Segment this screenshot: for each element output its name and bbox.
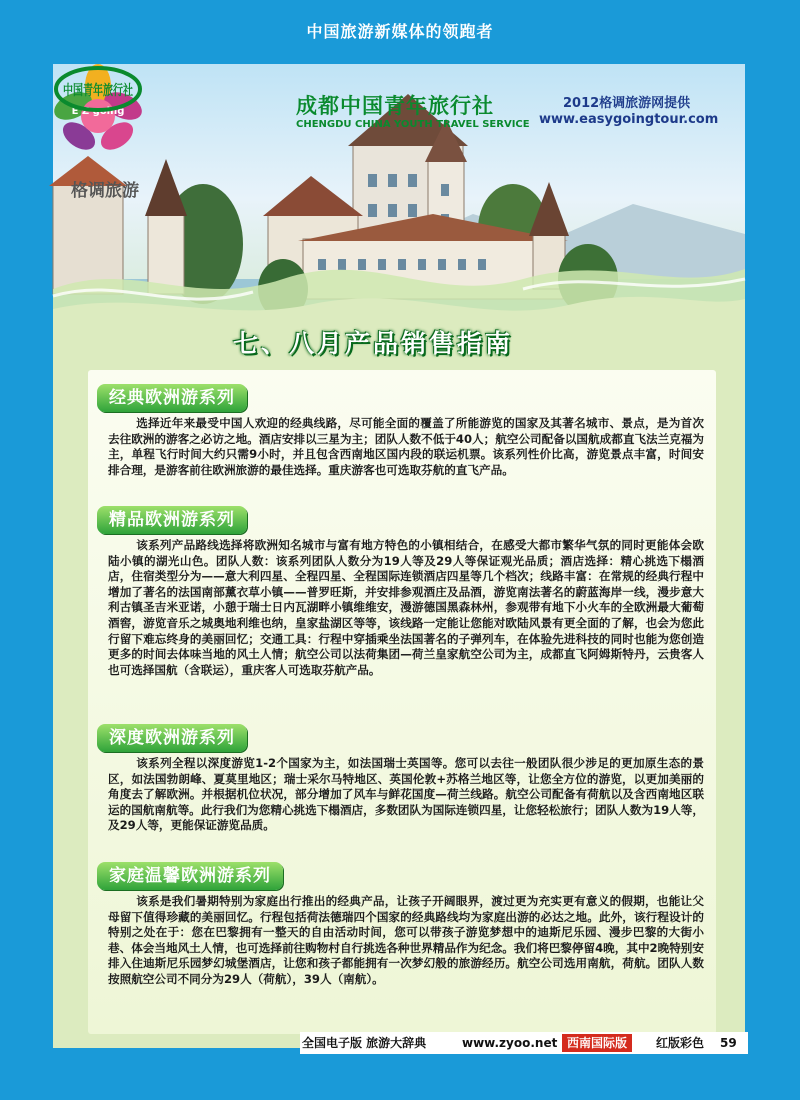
series-header-in-depth: 深度欧洲游系列 xyxy=(97,724,247,752)
series-header-family: 家庭温馨欧洲游系列 xyxy=(97,862,283,890)
series-body-classic: 选择近年来最受中国人欢迎的经典线路，尽可能全面的覆盖了所能游览的国家及其著名城市、景点，是为首次去往欧洲的游客之必访之地。酒店安排以三星为主；团队人数不低于40人；航空公司配备以国航成都直飞法兰克福为主，单程飞行时间大约只需9小时，并且包含西南地区国内段的联运机票。该系列性价比高，游览景点丰富，时间安排合理，是游客前往欧洲旅游的最佳选择。重庆游客也可选取芬航的直飞产品。 xyxy=(108,416,704,477)
series-header-boutique: 精品欧洲游系列 xyxy=(97,506,247,534)
series-body-in-depth: 该系列全程以深度游览1-2个国家为主，如法国瑞士英国等。您可以去往一般团队很少涉足的更加原生态的景区，如法国勃朗峰、夏莫里地区；瑞士采尔马特地区、英国伦敦+苏格兰地区等，让您全方位的游览，以更加美丽的角度去了解欧洲。并根据机位状况，部分增加了风车与鲜花国度—荷兰线路。航空公司配备有荷航以及含西南地区联运的国航南航等。此行我们为您精心挑选下榻酒店，多数团队为国际连锁四星，让您轻松旅行；团队人数为19人等，及29人等，更能保证游览品质。 xyxy=(108,756,704,833)
company-name-english: CHENGDU CHINA YOUTH TRAVEL SERVICE xyxy=(296,119,530,130)
series-body-family: 该系是我们暑期特别为家庭出行推出的经典产品，让孩子开阔眼界，渡过更为充实更有意义的假期，也能让父母留下值得珍藏的美丽回忆。行程包括荷法德瑞四个国家的经典路线均为家庭出游的必达之地。此外，该行程设计的特别之处在于：您在巴黎拥有一整天的自由活动时间，您可以带孩子游览梦想中的迪斯尼乐园、漫步巴黎的大街小巷、体会当地风土人情，也可选择前往购物村自行挑选各种世界精品作为纪念。我们将巴黎停留4晚，其中2晚特别安排入住迪斯尼乐园梦幻城堡酒店，让您和孩子都能拥有一次梦幻般的旅游经历。航空公司选用南航，荷航。团队人数按照航空公司不同分为29人（荷航），39人（南航）。 xyxy=(108,894,704,986)
footer-color-tag: 红版彩色 xyxy=(656,1036,705,1050)
footer-edition: 全国电子版 旅游大辞典 xyxy=(302,1036,427,1050)
provider-text: 2012格调旅游网提供 xyxy=(563,96,691,111)
logo-letters: E Z going xyxy=(71,106,125,117)
hero-banner xyxy=(53,64,745,364)
page-frame xyxy=(53,64,745,1048)
footer-url[interactable]: www.zyoo.net xyxy=(462,1036,558,1050)
series-header-classic: 经典欧洲游系列 xyxy=(97,384,247,412)
footer-region-badge: 西南国际版 xyxy=(562,1034,632,1052)
footer-bar xyxy=(300,1032,748,1054)
company-name: 成都中国青年旅行社 xyxy=(296,94,494,118)
section-title: 七、八月产品销售指南 xyxy=(233,329,514,358)
provider-url[interactable]: www.easygoingtour.com xyxy=(539,112,719,127)
footer-page-number: 59 xyxy=(720,1036,737,1050)
series-body-boutique: 该系列产品路线选择将欧洲知名城市与富有地方特色的小镇相结合，在感受大都市繁华气氛的同时更能体会欧陆小镇的湖光山色。团队人数：该系列团队人数分为19人等及29人等保证观光品质；酒店选择：精心挑选下榻酒店，住宿类型分为——意大利四星、全程四星、全程国际连锁酒店四星等几个档次；线路丰富：在常规的经典行程中增加了著名的法国南部薰衣草小镇——普罗旺斯，并安排参观酒庄及品酒，游览南法著名的蔚蓝海岸一线，漫步意大利古镇圣吉米亚诺，小憩于瑞士日内瓦湖畔小镇维维安，漫游德国黑森林州，参观带有地下小火车的全欧洲最大葡萄酒窖，游览音乐之城奥地利维也纳，皇家盐湖区等等，该线路一定能让您能对欧陆风景有更全面的了解，也会为您此行留下难忘终身的美丽回忆；交通工具：行程中穿插乘坐法国著名的子弹列车，在体验先进科技的同时也能为您创造更多的时间去体味当地的风土人情；航空公司以法荷集团—荷兰皇家航空公司为主，成都直飞阿姆斯特丹，云贵客人也可选择国航（含联运），重庆客人可选取芬航产品。 xyxy=(108,538,704,677)
top-banner-slogan: 中国旅游新媒体的领跑者 xyxy=(306,22,494,41)
cyts-mark: 中国青年旅行社 xyxy=(63,83,161,99)
logo-brand-text: 格调旅游 xyxy=(71,181,139,201)
cyts-logo-icon xyxy=(53,64,161,114)
